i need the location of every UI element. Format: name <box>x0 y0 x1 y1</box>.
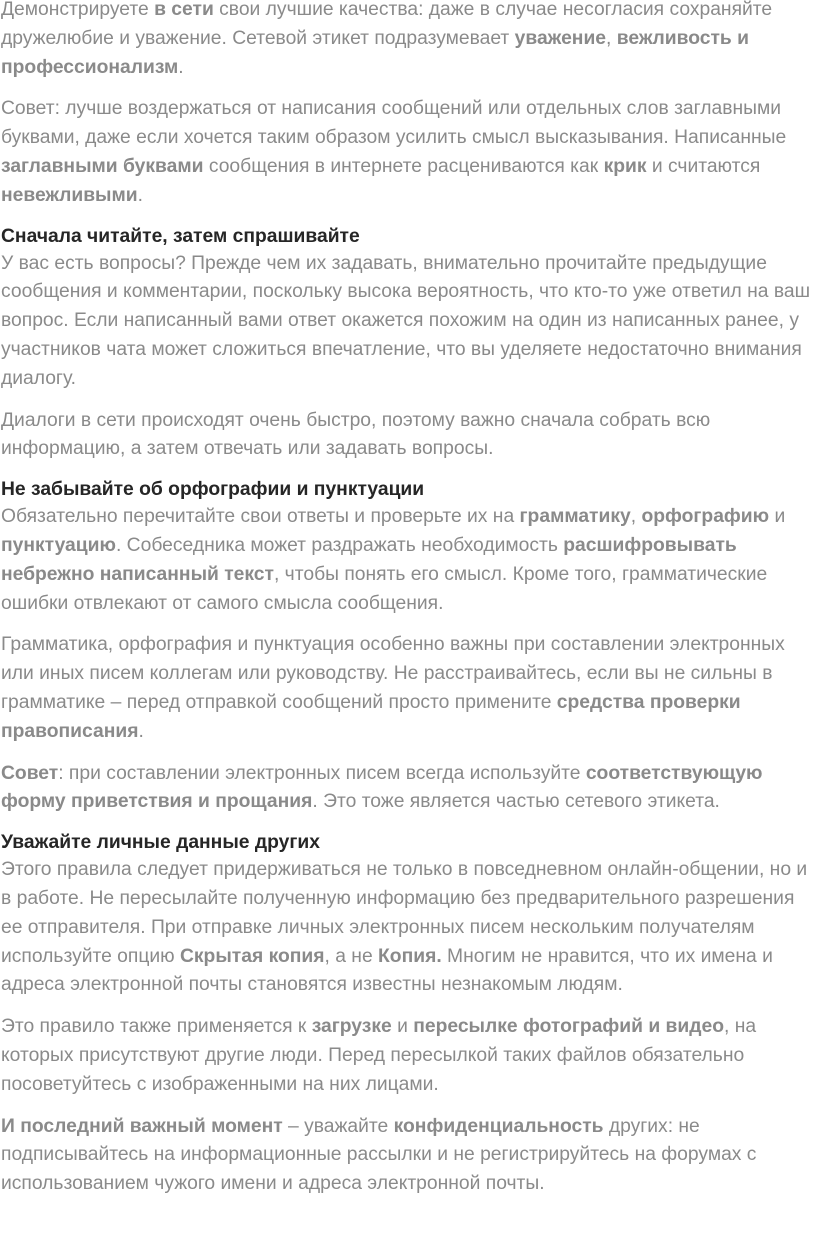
bold-text-run: пунктуацию <box>1 534 116 556</box>
bold-text-run: загрузке <box>311 1016 392 1038</box>
text-run: Демонстрируете <box>1 0 155 20</box>
text-run: , чтобы понять его смысл. Кроме того, грамматические ошибки отвлекают от самого смысла сообщения. <box>1 563 768 614</box>
text-run: и считаются <box>646 155 761 177</box>
text-run: Многим не нравится, что их имена и адреса электронной почты становятся известны незнакомым людям. <box>1 945 773 996</box>
paragraph-greeting-advice <box>1 760 812 818</box>
bold-text-run: конфиденциальность <box>393 1115 604 1137</box>
text-run: Это правило также применяется к <box>1 1016 312 1038</box>
text-run: . Это тоже является частью сетевого этикета. <box>312 791 720 813</box>
bold-text-run: Совет <box>1 762 59 784</box>
paragraph-photos-videos <box>1 1013 812 1099</box>
text-run: . <box>178 56 184 78</box>
text-run: и <box>391 1016 414 1038</box>
heading-spelling-punctuation: Не забывайте об орфографии и пунктуации <box>1 479 425 501</box>
paragraph-privacy-rule <box>1 856 812 1000</box>
text-run: . <box>137 184 144 206</box>
text-run: , а не <box>324 945 379 967</box>
text-run: и <box>769 506 786 528</box>
heading-read-first: Сначала читайте, затем спрашивайте <box>1 225 360 247</box>
bold-text-run: средства проверки правописания <box>1 691 741 742</box>
bold-text-run: заглавными буквами <box>1 155 204 177</box>
bold-text-run: грамматику <box>519 506 631 528</box>
paragraph-online-qualities <box>1 0 812 82</box>
bold-text-run: пересылке фотографий и видео <box>413 1016 725 1038</box>
paragraph-grammar-letters <box>1 631 812 746</box>
paragraph-caps-advice <box>1 95 812 210</box>
bold-text-run: Копия. <box>378 945 442 967</box>
bold-text-run: в сети <box>154 0 214 20</box>
text-run: сообщения в интернете расцениваются как <box>203 155 604 177</box>
text-run: , на которых присутствуют другие люди. Перед пересылкой таких файлов обязательно посоветуйтесь с изображенными на них лицами. <box>1 1016 757 1095</box>
text-run: Обязательно перечитайте свои ответы и проверьте их на <box>1 506 520 528</box>
heading-respect-privacy: Уважайте личные данные других <box>1 832 320 854</box>
paragraph-read-before-asking <box>1 250 812 394</box>
paragraph-confidentiality <box>1 1113 812 1199</box>
bold-text-run: вежливость и профессионализм <box>1 27 749 78</box>
text-run: . <box>138 720 144 742</box>
bold-text-run: расшифровывать небрежно написанный текст <box>1 534 737 585</box>
text-run: Совет: лучше воздержаться от написания сообщений или отдельных слов заглавными буквами, даже если хочется таким образом усилить смысл высказывания. Написанные <box>1 98 787 149</box>
bold-text-run: Скрытая копия <box>179 945 325 967</box>
bold-text-run: И последний важный момент <box>1 1115 283 1137</box>
text-run: свои лучшие качества: даже в случае несогласия сохраняйте дружелюбие и уважение. Сетевой этикет подразумевает <box>1 0 773 49</box>
bold-text-run: орфографию <box>641 506 770 528</box>
bold-text-run: уважение <box>514 27 607 49</box>
bold-text-run: невежливыми <box>1 184 138 206</box>
text-run: , <box>606 27 617 49</box>
paragraph-fast-dialogs <box>1 407 812 465</box>
bold-text-run: соответствующую форму приветствия и прощания <box>1 762 763 813</box>
text-run: Грамматика, орфография и пунктуация особенно важны при составлении электронных или иных писем коллегам или руководству. Не расстраивайтесь, если вы не сильны в грамматике – перед отправкой сообщений просто примените <box>1 634 785 713</box>
text-run: других: не подписывайтесь на информационные рассылки и не регистрируйтесь на форумах с использованием чужого имени и адреса электронной почты. <box>1 1115 757 1195</box>
text-run: – уважайте <box>282 1115 394 1137</box>
text-run: У вас есть вопросы? Прежде чем их задавать, внимательно прочитайте предыдущие сообщения и комментарии, поскольку высока вероятность, что кто-то уже ответил на ваш вопрос. Если написанный вами ответ окажется похожим на один из написанных ранее, у участников чата может сложиться впечатление, что вы уделяете недостаточно внимания диалогу. <box>1 252 811 389</box>
text-run: : при составлении электронных писем всегда используйте <box>58 762 586 784</box>
text-run: Диалоги в сети происходят очень быстро, поэтому важно сначала собрать всю информацию, а затем отвечать или задавать вопросы. <box>1 409 711 460</box>
text-run: . Собеседника может раздражать необходимость <box>115 534 564 556</box>
text-run: , <box>630 506 642 528</box>
bold-text-run: крик <box>603 155 647 177</box>
paragraph-check-grammar <box>1 503 812 618</box>
text-run: Этого правила следует придерживаться не только в повседневном онлайн-общении, но и в работе. Не пересылайте полученную информацию без предварительного разрешения ее отправителя. При отправке личных электронных писем нескольким получателям используйте опцию <box>1 859 808 967</box>
